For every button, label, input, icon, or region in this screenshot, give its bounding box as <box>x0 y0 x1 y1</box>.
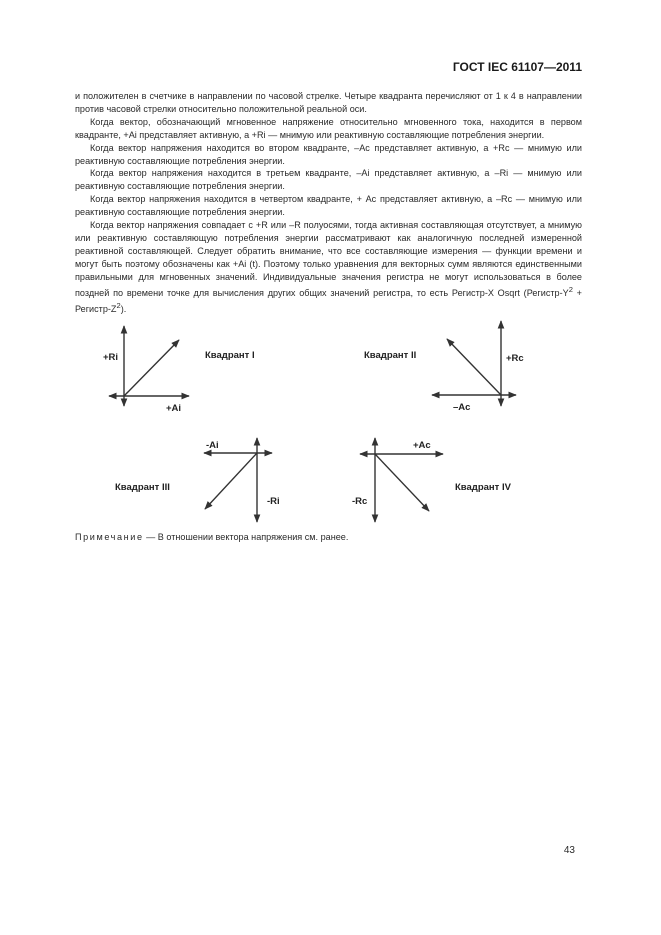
label-plus-ac: +Ac <box>413 440 431 451</box>
paragraph-text: + Регистр-Z <box>75 287 582 314</box>
note-dash: — <box>146 532 156 542</box>
quadrant-2-title: Квадрант II <box>364 350 417 361</box>
superscript: 2 <box>116 300 121 310</box>
paragraph: Когда вектор напряжения находится в третьем квадранте, –Ai представляет активную, а –Ri — мнимую или реактивную составляющие потребления энергии. <box>75 168 582 192</box>
quadrant-1-title: Квадрант I <box>205 350 255 361</box>
label-plus-ri: +Ri <box>103 352 119 363</box>
note-label: Примечание <box>75 532 144 542</box>
label-plus-ai: +Ai <box>166 403 182 414</box>
quadrant-3-title: Квадрант III <box>115 482 170 493</box>
note <box>75 532 348 542</box>
label-minus-ai: -Ai <box>206 440 219 451</box>
label-plus-rc: +Rc <box>506 353 524 364</box>
label-minus-ri: -Ri <box>267 496 280 507</box>
page-number: 43 <box>563 845 575 856</box>
superscript: 2 <box>568 284 573 294</box>
quadrant-2-axes <box>432 321 516 406</box>
quadrant-1-axes <box>109 326 189 406</box>
paragraph: Когда вектор напряжения находится во втором квадранте, –Ac представляет активную, а +Rc — мнимую или реактивную составляющие потребления энергии. <box>75 142 582 166</box>
note-text: В отношении вектора напряжения см. ранее. <box>157 532 349 542</box>
paragraph: Когда вектор, обозначающий мгновенное напряжение относительно мгновенного тока, находится в первом квадранте, +Ai представляет активную, а +Ri — мнимую или реактивную составляющие потребления энергии. <box>75 116 582 140</box>
paragraph-text: Когда вектор напряжения совпадает с +R или –R полуосями, тогда активная составляющая отсутствует, а мнимую или реактивную составляющую потребления энергии рассматривают как аналогичную последней измеренной реактивной составляющей. Следует обратить внимание, что все составляющие измерения — функции времени и могут быть поэтому обозначены как +Ai (t). Поэтому только уравнения для векторных сумм являются единственными правильными для мгновенных значений. Индивидуальные значения регистра не могут использоваться в более поздней по времени точке для вычисления других общих значений регистра, то есть Регистр-X Osqrt (Регистр-Y <box>75 220 582 298</box>
document-header: ГОСТ IEC 61107—2011 <box>452 60 582 74</box>
label-minus-rc: -Rc <box>352 496 368 507</box>
quadrant-4-title: Квадрант IV <box>455 482 511 493</box>
paragraph-text: ). <box>120 303 127 314</box>
paragraph: и положителен в счетчике в направлении по часовой стрелке. Четыре квадранта перечисляют от 1 к 4 в направлении против часовой стрелки относительно положительной реальной оси. <box>75 91 582 114</box>
label-minus-ac: –Ac <box>453 402 471 413</box>
paragraph: Когда вектор напряжения находится в четвертом квадранте, + Ac представляет активную, а –Rc — мнимую или реактивную составляющие потребления энергии. <box>75 194 582 218</box>
